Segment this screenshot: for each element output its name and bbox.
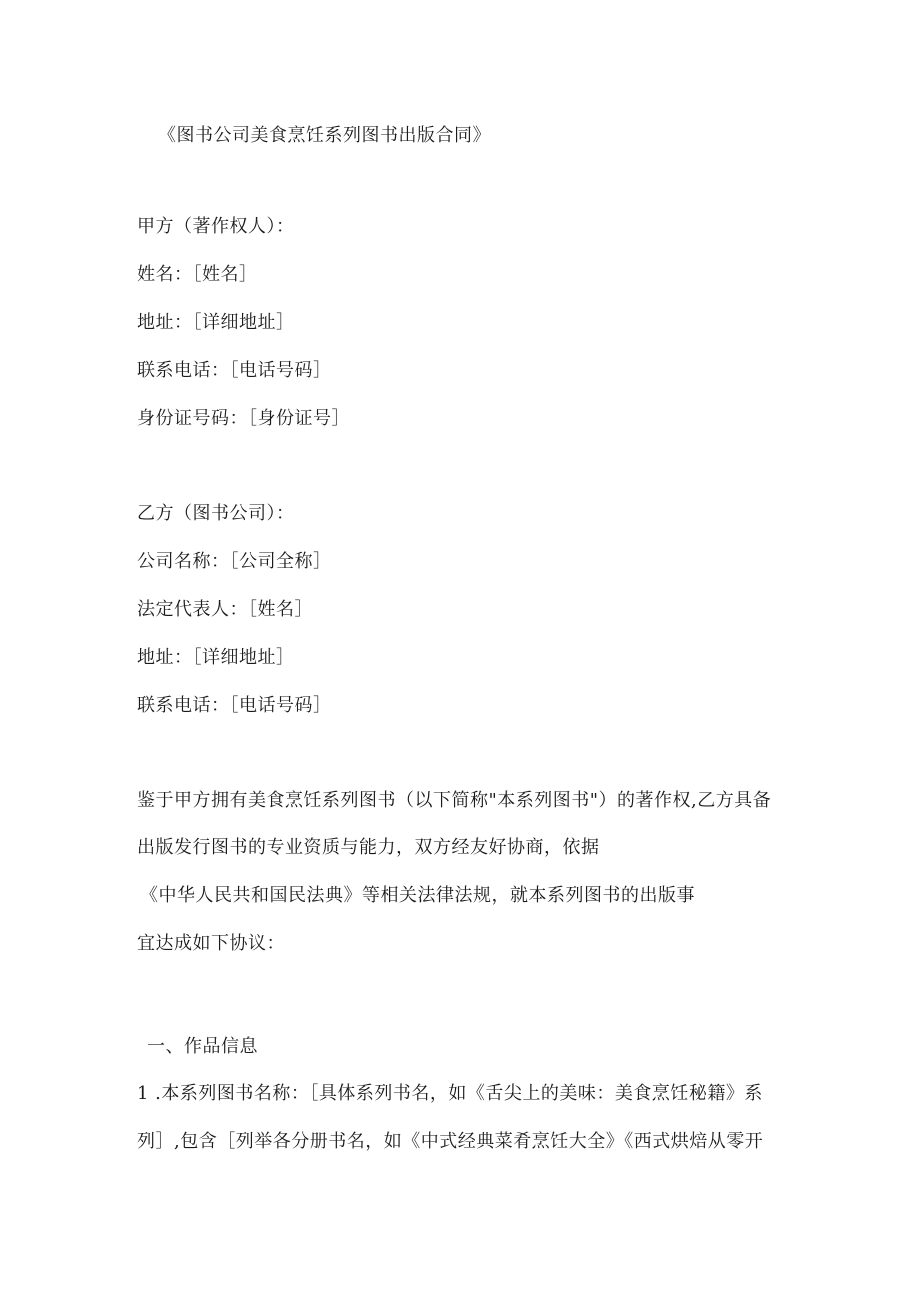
party-a-heading: 甲方（著作权人）： <box>137 216 295 237</box>
preamble-line: 宜达成如下协议： <box>137 933 285 954</box>
document-title: 《图书公司美食烹饪系列图书出版合同》 <box>158 125 491 146</box>
party-b-phone: 联系电话：［电话号码］ <box>137 695 332 716</box>
party-b-address: 地址：［详细地址］ <box>137 647 295 668</box>
party-b-company: 公司名称：［公司全称］ <box>137 551 332 572</box>
preamble-line: 出版发行图书的专业资质与能力，双方经友好协商，依据 <box>137 837 600 858</box>
party-a-phone: 联系电话：［电话号码］ <box>137 360 332 381</box>
party-a-address: 地址：［详细地址］ <box>137 312 295 333</box>
party-a-id: 身份证号码：［身份证号］ <box>137 408 350 429</box>
preamble-line: 《中华人民共和国民法典》等相关法律法规，就本系列图书的出版事 <box>140 885 695 906</box>
section-1-line: 列］,包含［列举各分册书名，如《中式经典菜肴烹饪大全》《西式烘焙从零开 <box>137 1131 764 1152</box>
section-1-line: 1 .本系列图书名称：［具体系列书名，如《舌尖上的美味：美食烹饪秘籍》系 <box>137 1083 763 1104</box>
party-b-representative: 法定代表人：［姓名］ <box>137 599 313 620</box>
preamble-line: 鉴于甲方拥有美食烹饪系列图书（以下简称"本系列图书"）的著作权,乙方具备 <box>137 790 772 811</box>
party-a-name: 姓名：［姓名］ <box>137 264 258 285</box>
section-1-heading: 一、作品信息 <box>147 1036 258 1057</box>
party-b-heading: 乙方（图书公司）： <box>137 503 295 524</box>
